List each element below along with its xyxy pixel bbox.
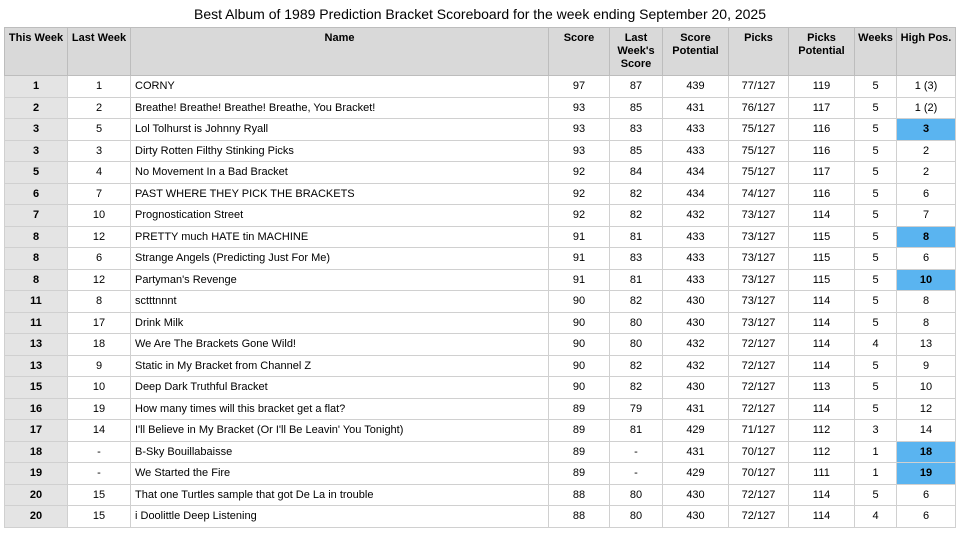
high-pos-cell: 8 — [897, 291, 956, 313]
table-row[interactable] — [5, 441, 956, 463]
table-row[interactable] — [5, 76, 956, 98]
high-pos-cell: 19 — [897, 463, 956, 485]
score-potential-cell: 430 — [663, 312, 729, 334]
col-header-this-week[interactable]: This Week — [5, 28, 68, 76]
table-row[interactable] — [5, 334, 956, 356]
last-week-score-cell: 85 — [610, 140, 663, 162]
table-row[interactable] — [5, 420, 956, 442]
col-header-last-week[interactable]: Last Week — [68, 28, 131, 76]
picks-potential-cell: 116 — [789, 119, 855, 141]
weeks-cell: 5 — [855, 140, 897, 162]
last-week-score-cell: 82 — [610, 377, 663, 399]
high-pos-cell: 14 — [897, 420, 956, 442]
name-cell: Drink Milk — [131, 312, 549, 334]
name-cell: Deep Dark Truthful Bracket — [131, 377, 549, 399]
score-potential-cell: 432 — [663, 205, 729, 227]
score-potential-cell: 430 — [663, 377, 729, 399]
picks-potential-cell: 116 — [789, 140, 855, 162]
picks-cell: 75/127 — [729, 140, 789, 162]
picks-cell: 72/127 — [729, 377, 789, 399]
this-week-cell: 5 — [5, 162, 68, 184]
last-week-score-cell: 80 — [610, 312, 663, 334]
picks-potential-cell: 117 — [789, 162, 855, 184]
picks-potential-cell: 112 — [789, 441, 855, 463]
picks-cell: 73/127 — [729, 205, 789, 227]
picks-potential-cell: 117 — [789, 97, 855, 119]
name-cell: Lol Tolhurst is Johnny Ryall — [131, 119, 549, 141]
table-row[interactable] — [5, 291, 956, 313]
col-header-score-potential[interactable]: Score Potential — [663, 28, 729, 76]
picks-cell: 71/127 — [729, 420, 789, 442]
last-week-cell: 8 — [68, 291, 131, 313]
name-cell: i Doolittle Deep Listening — [131, 506, 549, 528]
this-week-cell: 18 — [5, 441, 68, 463]
picks-cell: 72/127 — [729, 506, 789, 528]
last-week-cell: 15 — [68, 506, 131, 528]
col-header-picks[interactable]: Picks — [729, 28, 789, 76]
picks-cell: 73/127 — [729, 269, 789, 291]
high-pos-cell: 6 — [897, 484, 956, 506]
weeks-cell: 5 — [855, 355, 897, 377]
weeks-cell: 5 — [855, 183, 897, 205]
score-potential-cell: 430 — [663, 506, 729, 528]
col-header-picks-potential[interactable]: Picks Potential — [789, 28, 855, 76]
table-row[interactable] — [5, 226, 956, 248]
weeks-cell: 5 — [855, 162, 897, 184]
last-week-score-cell: 81 — [610, 420, 663, 442]
weeks-cell: 5 — [855, 484, 897, 506]
name-cell: I'll Believe in My Bracket (Or I'll Be Leavin' You Tonight) — [131, 420, 549, 442]
weeks-cell: 1 — [855, 441, 897, 463]
last-week-cell: 10 — [68, 377, 131, 399]
score-cell: 91 — [549, 248, 610, 270]
score-cell: 92 — [549, 205, 610, 227]
this-week-cell: 2 — [5, 97, 68, 119]
last-week-cell: 9 — [68, 355, 131, 377]
high-pos-cell: 8 — [897, 226, 956, 248]
score-cell: 90 — [549, 355, 610, 377]
table-row[interactable] — [5, 183, 956, 205]
name-cell: Partyman's Revenge — [131, 269, 549, 291]
score-potential-cell: 429 — [663, 463, 729, 485]
table-row[interactable] — [5, 97, 956, 119]
score-cell: 90 — [549, 377, 610, 399]
col-header-score[interactable]: Score — [549, 28, 610, 76]
picks-cell: 72/127 — [729, 484, 789, 506]
last-week-score-cell: 82 — [610, 291, 663, 313]
col-header-name[interactable]: Name — [131, 28, 549, 76]
last-week-cell: 1 — [68, 76, 131, 98]
picks-cell: 72/127 — [729, 355, 789, 377]
picks-potential-cell: 119 — [789, 76, 855, 98]
this-week-cell: 7 — [5, 205, 68, 227]
high-pos-cell: 6 — [897, 248, 956, 270]
picks-potential-cell: 116 — [789, 183, 855, 205]
col-header-weeks[interactable]: Weeks — [855, 28, 897, 76]
score-potential-cell: 434 — [663, 183, 729, 205]
score-cell: 91 — [549, 269, 610, 291]
score-potential-cell: 431 — [663, 97, 729, 119]
score-potential-cell: 434 — [663, 162, 729, 184]
last-week-cell: 3 — [68, 140, 131, 162]
this-week-cell: 11 — [5, 291, 68, 313]
picks-potential-cell: 112 — [789, 420, 855, 442]
name-cell: Breathe! Breathe! Breathe! Breathe, You Bracket! — [131, 97, 549, 119]
picks-potential-cell: 114 — [789, 334, 855, 356]
high-pos-cell: 6 — [897, 506, 956, 528]
picks-cell: 75/127 — [729, 162, 789, 184]
weeks-cell: 5 — [855, 119, 897, 141]
table-row[interactable] — [5, 377, 956, 399]
last-week-cell: 18 — [68, 334, 131, 356]
picks-cell: 73/127 — [729, 226, 789, 248]
picks-potential-cell: 113 — [789, 377, 855, 399]
high-pos-cell: 2 — [897, 140, 956, 162]
table-row[interactable] — [5, 162, 956, 184]
weeks-cell: 5 — [855, 248, 897, 270]
col-header-high-pos[interactable]: High Pos. — [897, 28, 956, 76]
weeks-cell: 5 — [855, 76, 897, 98]
name-cell: That one Turtles sample that got De La in trouble — [131, 484, 549, 506]
high-pos-cell: 9 — [897, 355, 956, 377]
last-week-score-cell: - — [610, 441, 663, 463]
this-week-cell: 16 — [5, 398, 68, 420]
this-week-cell: 15 — [5, 377, 68, 399]
score-potential-cell: 430 — [663, 484, 729, 506]
name-cell: No Movement In a Bad Bracket — [131, 162, 549, 184]
this-week-cell: 20 — [5, 484, 68, 506]
name-cell: B-Sky Bouillabaisse — [131, 441, 549, 463]
score-potential-cell: 431 — [663, 441, 729, 463]
last-week-score-cell: 81 — [610, 269, 663, 291]
score-cell: 90 — [549, 312, 610, 334]
high-pos-cell: 2 — [897, 162, 956, 184]
weeks-cell: 1 — [855, 463, 897, 485]
name-cell: We Are The Brackets Gone Wild! — [131, 334, 549, 356]
score-cell: 97 — [549, 76, 610, 98]
table-row[interactable] — [5, 506, 956, 528]
last-week-score-cell: 82 — [610, 205, 663, 227]
weeks-cell: 5 — [855, 205, 897, 227]
score-cell: 92 — [549, 162, 610, 184]
score-potential-cell: 433 — [663, 140, 729, 162]
this-week-cell: 17 — [5, 420, 68, 442]
last-week-cell: 17 — [68, 312, 131, 334]
last-week-score-cell: 82 — [610, 355, 663, 377]
picks-potential-cell: 114 — [789, 398, 855, 420]
last-week-score-cell: 83 — [610, 248, 663, 270]
last-week-score-cell: 80 — [610, 334, 663, 356]
page-title: Best Album of 1989 Prediction Bracket Scoreboard for the week ending September 20, 2025 — [193, 6, 767, 22]
picks-potential-cell: 114 — [789, 312, 855, 334]
picks-potential-cell: 111 — [789, 463, 855, 485]
last-week-score-cell: 85 — [610, 97, 663, 119]
this-week-cell: 8 — [5, 226, 68, 248]
high-pos-cell: 1 (2) — [897, 97, 956, 119]
last-week-cell: 6 — [68, 248, 131, 270]
weeks-cell: 3 — [855, 420, 897, 442]
picks-potential-cell: 114 — [789, 355, 855, 377]
score-potential-cell: 432 — [663, 334, 729, 356]
table-row[interactable] — [5, 119, 956, 141]
score-cell: 93 — [549, 140, 610, 162]
weeks-cell: 5 — [855, 226, 897, 248]
score-potential-cell: 433 — [663, 269, 729, 291]
score-potential-cell: 439 — [663, 76, 729, 98]
picks-potential-cell: 115 — [789, 269, 855, 291]
name-cell: Dirty Rotten Filthy Stinking Picks — [131, 140, 549, 162]
score-cell: 90 — [549, 291, 610, 313]
picks-potential-cell: 115 — [789, 226, 855, 248]
table-row[interactable] — [5, 205, 956, 227]
last-week-cell: 12 — [68, 226, 131, 248]
picks-cell: 73/127 — [729, 248, 789, 270]
score-cell: 88 — [549, 484, 610, 506]
name-cell: Strange Angels (Predicting Just For Me) — [131, 248, 549, 270]
weeks-cell: 4 — [855, 334, 897, 356]
name-cell: We Started the Fire — [131, 463, 549, 485]
scoreboard-table — [4, 27, 956, 528]
this-week-cell: 13 — [5, 334, 68, 356]
name-cell: PRETTY much HATE tin MACHINE — [131, 226, 549, 248]
score-cell: 88 — [549, 506, 610, 528]
table-row[interactable] — [5, 484, 956, 506]
high-pos-cell: 18 — [897, 441, 956, 463]
this-week-cell: 6 — [5, 183, 68, 205]
table-row[interactable] — [5, 312, 956, 334]
weeks-cell: 4 — [855, 506, 897, 528]
weeks-cell: 5 — [855, 291, 897, 313]
this-week-cell: 8 — [5, 248, 68, 270]
scoreboard-body — [5, 76, 956, 528]
last-week-cell: 15 — [68, 484, 131, 506]
high-pos-cell: 12 — [897, 398, 956, 420]
high-pos-cell: 8 — [897, 312, 956, 334]
last-week-cell: 5 — [68, 119, 131, 141]
score-cell: 93 — [549, 97, 610, 119]
picks-cell: 75/127 — [729, 119, 789, 141]
score-cell: 89 — [549, 441, 610, 463]
picks-potential-cell: 115 — [789, 248, 855, 270]
this-week-cell: 3 — [5, 119, 68, 141]
picks-potential-cell: 114 — [789, 484, 855, 506]
this-week-cell: 8 — [5, 269, 68, 291]
score-cell: 89 — [549, 420, 610, 442]
weeks-cell: 5 — [855, 398, 897, 420]
high-pos-cell: 10 — [897, 269, 956, 291]
last-week-score-cell: 79 — [610, 398, 663, 420]
last-week-cell: 14 — [68, 420, 131, 442]
this-week-cell: 20 — [5, 506, 68, 528]
picks-cell: 70/127 — [729, 463, 789, 485]
last-week-cell: 10 — [68, 205, 131, 227]
last-week-score-cell: 83 — [610, 119, 663, 141]
picks-cell: 72/127 — [729, 334, 789, 356]
last-week-score-cell: 81 — [610, 226, 663, 248]
name-cell: PAST WHERE THEY PICK THE BRACKETS — [131, 183, 549, 205]
picks-cell: 72/127 — [729, 398, 789, 420]
high-pos-cell: 6 — [897, 183, 956, 205]
header-row — [5, 28, 956, 76]
table-row[interactable] — [5, 269, 956, 291]
score-potential-cell: 431 — [663, 398, 729, 420]
score-potential-cell: 430 — [663, 291, 729, 313]
picks-cell: 76/127 — [729, 97, 789, 119]
weeks-cell: 5 — [855, 97, 897, 119]
name-cell: Prognostication Street — [131, 205, 549, 227]
name-cell: How many times will this bracket get a flat? — [131, 398, 549, 420]
last-week-score-cell: 84 — [610, 162, 663, 184]
last-week-cell: 4 — [68, 162, 131, 184]
high-pos-cell: 10 — [897, 377, 956, 399]
high-pos-cell: 1 (3) — [897, 76, 956, 98]
picks-cell: 77/127 — [729, 76, 789, 98]
table-row[interactable] — [5, 248, 956, 270]
high-pos-cell: 7 — [897, 205, 956, 227]
weeks-cell: 5 — [855, 312, 897, 334]
score-potential-cell: 433 — [663, 119, 729, 141]
high-pos-cell: 3 — [897, 119, 956, 141]
last-week-score-cell: 80 — [610, 506, 663, 528]
last-week-cell: 2 — [68, 97, 131, 119]
picks-cell: 73/127 — [729, 312, 789, 334]
score-potential-cell: 433 — [663, 248, 729, 270]
this-week-cell: 3 — [5, 140, 68, 162]
score-cell: 90 — [549, 334, 610, 356]
name-cell: sctttnnnt — [131, 291, 549, 313]
last-week-score-cell: 87 — [610, 76, 663, 98]
picks-cell: 73/127 — [729, 291, 789, 313]
table-row[interactable] — [5, 355, 956, 377]
weeks-cell: 5 — [855, 377, 897, 399]
last-week-cell: 19 — [68, 398, 131, 420]
table-row[interactable] — [5, 463, 956, 485]
last-week-score-cell: - — [610, 463, 663, 485]
weeks-cell: 5 — [855, 269, 897, 291]
table-row[interactable] — [5, 140, 956, 162]
table-row[interactable] — [5, 398, 956, 420]
this-week-cell: 1 — [5, 76, 68, 98]
score-potential-cell: 432 — [663, 355, 729, 377]
last-week-cell: 12 — [68, 269, 131, 291]
picks-cell: 74/127 — [729, 183, 789, 205]
last-week-cell: 7 — [68, 183, 131, 205]
this-week-cell: 19 — [5, 463, 68, 485]
score-potential-cell: 433 — [663, 226, 729, 248]
last-week-cell: - — [68, 463, 131, 485]
name-cell: Static in My Bracket from Channel Z — [131, 355, 549, 377]
last-week-score-cell: 80 — [610, 484, 663, 506]
score-cell: 91 — [549, 226, 610, 248]
picks-potential-cell: 114 — [789, 291, 855, 313]
col-header-last-week-score[interactable]: Last Week's Score — [610, 28, 663, 76]
score-cell: 89 — [549, 398, 610, 420]
last-week-cell: - — [68, 441, 131, 463]
picks-potential-cell: 114 — [789, 205, 855, 227]
name-cell: CORNY — [131, 76, 549, 98]
picks-cell: 70/127 — [729, 441, 789, 463]
last-week-score-cell: 82 — [610, 183, 663, 205]
picks-potential-cell: 114 — [789, 506, 855, 528]
score-cell: 89 — [549, 463, 610, 485]
score-cell: 93 — [549, 119, 610, 141]
high-pos-cell: 13 — [897, 334, 956, 356]
score-cell: 92 — [549, 183, 610, 205]
this-week-cell: 13 — [5, 355, 68, 377]
this-week-cell: 11 — [5, 312, 68, 334]
score-potential-cell: 429 — [663, 420, 729, 442]
